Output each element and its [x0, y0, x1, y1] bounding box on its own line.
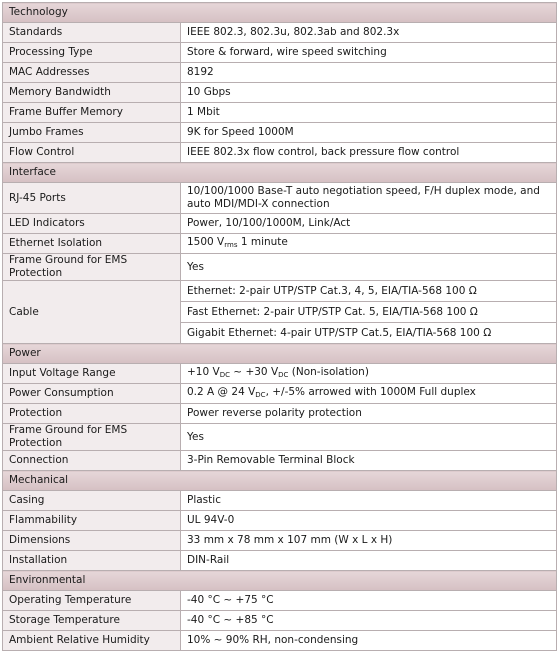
value-text: +10 V [187, 365, 220, 378]
spec-row-cable [3, 281, 557, 302]
spec-row-casing [3, 491, 557, 511]
spec-value: 3-Pin Removable Terminal Block [181, 451, 557, 471]
spec-label: Frame Ground for EMS Protection [3, 254, 181, 281]
spec-label: Processing Type [3, 43, 181, 63]
spec-value: Fast Ethernet: 2-pair UTP/STP Cat. 5, EIA/TIA-568 100 Ω [181, 302, 557, 323]
spec-row-ethernet-isolation [3, 234, 557, 254]
spec-label: Frame Ground for EMS Protection [3, 424, 181, 451]
section-title: Environmental [3, 571, 557, 591]
spec-row-mac-addresses [3, 63, 557, 83]
spec-value: 10 Gbps [181, 83, 557, 103]
value-subscript: rms [224, 240, 238, 249]
value-text: 1500 V [187, 235, 225, 248]
spec-row-rj45-ports [3, 183, 557, 214]
spec-value [181, 364, 557, 384]
value-text: 1 minute [237, 235, 288, 248]
spec-label: Protection [3, 404, 181, 424]
spec-row-ambient-humidity [3, 631, 557, 651]
spec-value: Gigabit Ethernet: 4-pair UTP/STP Cat.5, EIA/TIA-568 100 Ω [181, 323, 557, 344]
spec-value: Plastic [181, 491, 557, 511]
section-title: Power [3, 344, 557, 364]
spec-value: Yes [181, 254, 557, 281]
spec-value: IEEE 802.3x flow control, back pressure flow control [181, 143, 557, 163]
spec-value: -40 °C ~ +85 °C [181, 611, 557, 631]
value-subscript: DC [219, 370, 230, 379]
section-title: Technology [3, 3, 557, 23]
spec-label: Jumbo Frames [3, 123, 181, 143]
spec-label: Storage Temperature [3, 611, 181, 631]
spec-value: 9K for Speed 1000M [181, 123, 557, 143]
spec-value: 1 Mbit [181, 103, 557, 123]
spec-row-dimensions [3, 531, 557, 551]
spec-label: Dimensions [3, 531, 181, 551]
spec-value: DIN-Rail [181, 551, 557, 571]
spec-value: Store & forward, wire speed switching [181, 43, 557, 63]
spec-value [181, 234, 557, 254]
spec-row-protection [3, 404, 557, 424]
spec-value [181, 384, 557, 404]
spec-label: Cable [3, 281, 181, 344]
spec-row-memory-bandwidth [3, 83, 557, 103]
spec-row-frame-ground-ems [3, 254, 557, 281]
spec-value: 8192 [181, 63, 557, 83]
spec-value: 10% ~ 90% RH, non-condensing [181, 631, 557, 651]
spec-label: Power Consumption [3, 384, 181, 404]
spec-label: Input Voltage Range [3, 364, 181, 384]
spec-label: Connection [3, 451, 181, 471]
spec-label: Memory Bandwidth [3, 83, 181, 103]
spec-label: Ethernet Isolation [3, 234, 181, 254]
section-header-interface [3, 163, 557, 183]
spec-row-led-indicators [3, 214, 557, 234]
spec-label: Installation [3, 551, 181, 571]
spec-row-frame-buffer-memory [3, 103, 557, 123]
value-text: 0.2 A @ 24 V [187, 385, 256, 398]
spec-row-power-consumption [3, 384, 557, 404]
spec-label: RJ-45 Ports [3, 183, 181, 214]
spec-row-jumbo-frames [3, 123, 557, 143]
specifications-table [2, 2, 557, 651]
value-text: , +/-5% arrowed with 1000M Full duplex [265, 385, 476, 398]
spec-value: 10/100/1000 Base-T auto negotiation speed, F/H duplex mode, and auto MDI/MDI-X connection [181, 183, 557, 214]
section-title: Interface [3, 163, 557, 183]
spec-value: UL 94V-0 [181, 511, 557, 531]
spec-label: Flammability [3, 511, 181, 531]
spec-row-flow-control [3, 143, 557, 163]
section-header-power [3, 344, 557, 364]
spec-label: Operating Temperature [3, 591, 181, 611]
spec-row-standards [3, 23, 557, 43]
spec-row-operating-temperature [3, 591, 557, 611]
spec-label: MAC Addresses [3, 63, 181, 83]
value-subscript: DC [278, 370, 289, 379]
value-text: ~ +30 V [229, 365, 279, 378]
spec-label: Flow Control [3, 143, 181, 163]
spec-value: Power reverse polarity protection [181, 404, 557, 424]
spec-value: IEEE 802.3, 802.3u, 802.3ab and 802.3x [181, 23, 557, 43]
value-subscript: DC [255, 390, 266, 399]
section-header-technology [3, 3, 557, 23]
section-title: Mechanical [3, 471, 557, 491]
spec-label: Standards [3, 23, 181, 43]
spec-label: Ambient Relative Humidity [3, 631, 181, 651]
spec-row-processing-type [3, 43, 557, 63]
spec-row-frame-ground-ems [3, 424, 557, 451]
spec-label: Frame Buffer Memory [3, 103, 181, 123]
spec-value: Yes [181, 424, 557, 451]
spec-row-installation [3, 551, 557, 571]
spec-row-input-voltage [3, 364, 557, 384]
spec-value: Power, 10/100/1000M, Link/Act [181, 214, 557, 234]
spec-value: Ethernet: 2-pair UTP/STP Cat.3, 4, 5, EIA/TIA-568 100 Ω [181, 281, 557, 302]
spec-row-storage-temperature [3, 611, 557, 631]
section-header-environmental [3, 571, 557, 591]
spec-row-connection [3, 451, 557, 471]
spec-value: -40 °C ~ +75 °C [181, 591, 557, 611]
spec-label: Casing [3, 491, 181, 511]
spec-value: 33 mm x 78 mm x 107 mm (W x L x H) [181, 531, 557, 551]
value-text: (Non-isolation) [288, 365, 369, 378]
spec-row-flammability [3, 511, 557, 531]
spec-label: LED Indicators [3, 214, 181, 234]
section-header-mechanical [3, 471, 557, 491]
